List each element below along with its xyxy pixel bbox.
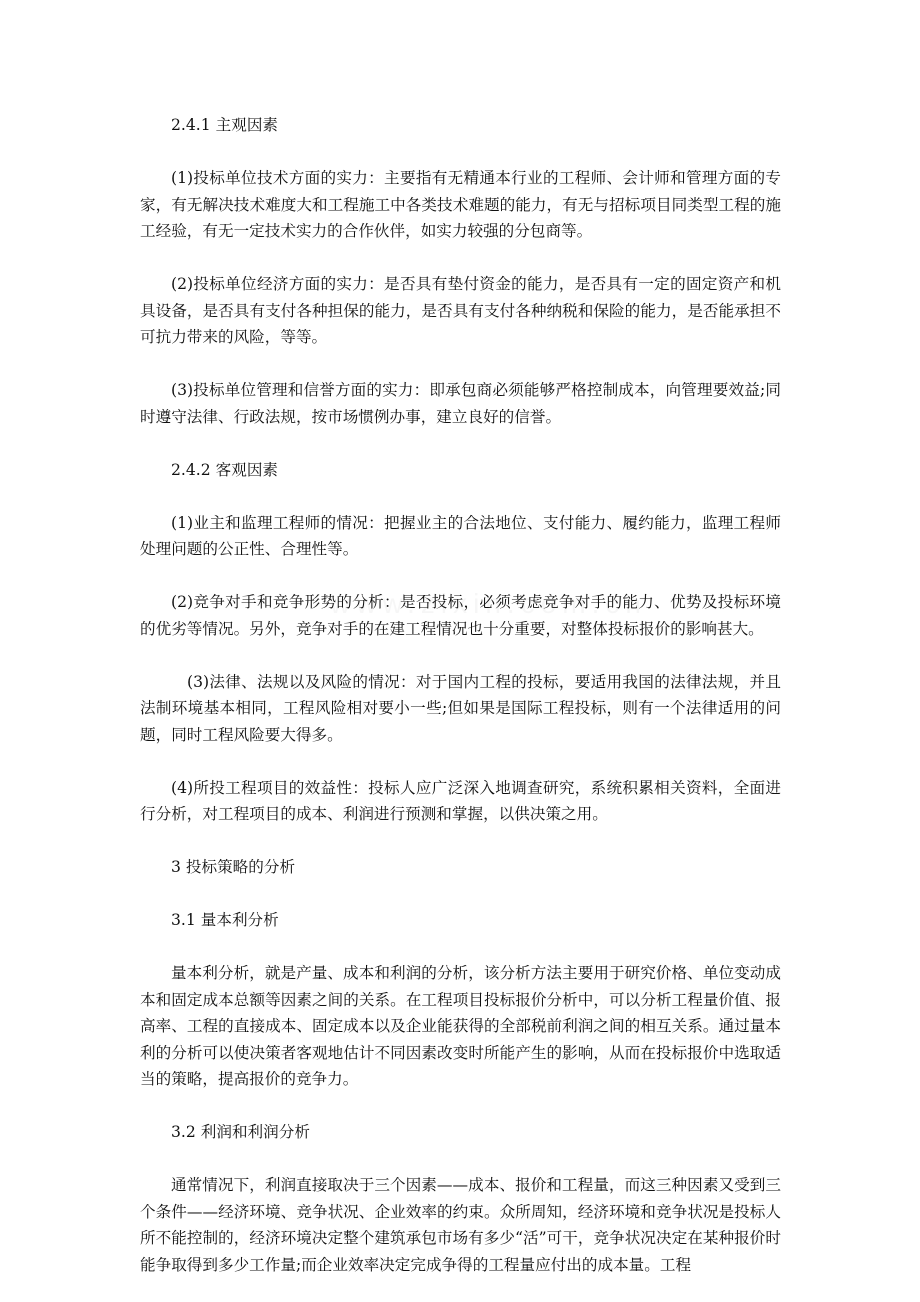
paragraph-cvp-analysis: 量本利分析，就是产量、成本和利润的分析，该分析方法主要用于研究价格、单位变动成本和固定成本总额等因素之间的关系。在工程项目投标报价分析中，可以分析工程量价值、报高率、工程的直接成本、固定成本以及企业能获得的全部税前利润之间的相互关系。通过量本利的分析可以使决策者客观地估计不同因素改变时所能产生的影响，从而在投标报价中选取适当的策略，提高报价的竞争力。 [140,964,781,1088]
paragraph-economic-strength: (2)投标单位经济方面的实力：是否具有垫付资金的能力，是否具有一定的固定资产和机具设备，是否具有支付各种担保的能力，是否具有支付各种纳税和保险的能力，是否能承担不可抗力带来的风险，等等。 [140,275,781,346]
heading-3: 3 投标策略的分析 [171,858,296,876]
heading-3-2: 3.2 利润和利润分析 [171,1123,310,1141]
paragraph-technical-strength: (1)投标单位技术方面的实力：主要指有无精通本行业的工程师、会计师和管理方面的专家，有无解决技术难度大和工程施工中各类技术难题的能力，有无与招标项目同类型工程的施工经验，有无一定技术实力的合作伙伴，如实力较强的分包商等。 [140,169,781,240]
document-page [140,112,781,1278]
heading-3-1: 3.1 量本利分析 [171,911,279,929]
paragraph-owner-supervisor: (1)业主和监理工程师的情况：把握业主的合法地位、支付能力、履约能力，监理工程师处理问题的公正性、合理性等。 [140,513,781,558]
heading-2-4-1: 2.4.1 主观因素 [171,116,279,134]
paragraph-project-benefit: (4)所投工程项目的效益性：投标人应广泛深入地调查研究，系统积累相关资料，全面进行分析，对工程项目的成本、利润进行预测和掌握，以供决策之用。 [140,778,781,823]
paragraph-law-risk: (3)法律、法规以及风险的情况：对于国内工程的投标，要适用我国的法律法规，并且法制环境基本相同，工程风险相对要小一些;但如果是国际工程投标，则有一个法律适用的问题，同时工程风险要大得多。 [140,672,781,744]
paragraph-profit-analysis: 通常情况下，利润直接取决于三个因素——成本、报价和工程量，而这三种因素又受到三个条件——经济环境、竞争状况、企业效率的约束。众所周知，经济环境和竞争状况是投标人所不能控制的，经济环境决定整个建筑承包市场有多少“活”可干，竞争状况决定在某种报价时能争取得到多少工作量;而企业效率决定完成争得的工程量应付出的成本量。工程 [140,1176,781,1274]
paragraph-management-reputation: (3)投标单位管理和信誉方面的实力：即承包商必须能够严格控制成本，向管理要效益;同时遵守法律、行政法规，按市场惯例办事，建立良好的信誉。 [140,381,781,426]
paragraph-competition: (2)竞争对手和竞争形势的分析：是否投标，必须考虑竞争对手的能力、优势及投标环境的优劣等情况。另外，竞争对手的在建工程情况也十分重要，对整体投标报价的影响甚大。 [140,593,781,638]
heading-2-4-2: 2.4.2 客观因素 [171,460,279,479]
